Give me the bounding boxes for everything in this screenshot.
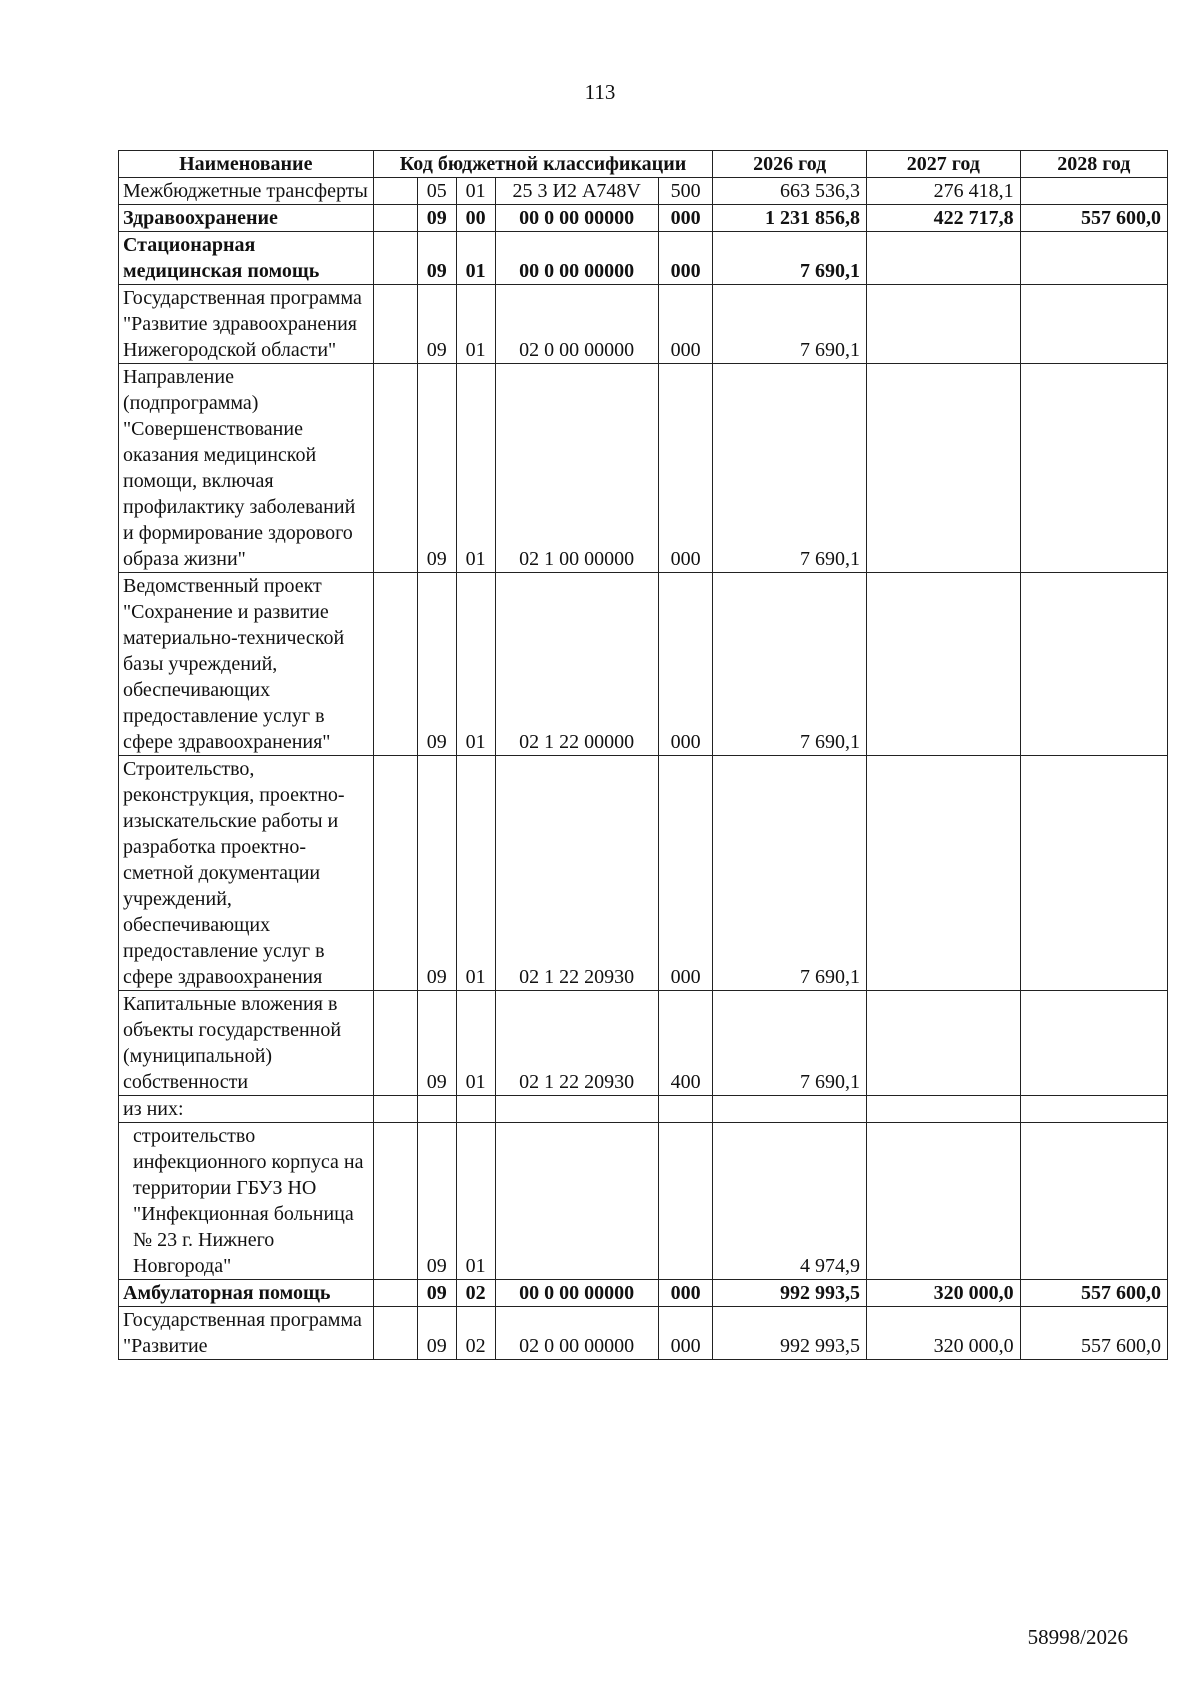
table-body	[119, 178, 1168, 1360]
code-section: 09	[417, 1280, 456, 1307]
value-2028	[1020, 573, 1167, 756]
value-2028	[1020, 364, 1167, 573]
row-name: Государственная программа "Развитие	[119, 1307, 374, 1360]
code-subsection	[456, 1096, 495, 1123]
code-target: 25 3 И2 А748V	[495, 178, 658, 205]
value-2026: 7 690,1	[713, 232, 867, 285]
spacer-cell	[373, 364, 417, 573]
row-name: Стационарная медицинская помощь	[119, 232, 374, 285]
page-number: 113	[584, 80, 616, 104]
value-2027	[867, 573, 1021, 756]
code-expense-type: 000	[658, 232, 713, 285]
spacer-cell	[373, 178, 417, 205]
value-2028	[1020, 178, 1167, 205]
code-subsection: 02	[456, 1280, 495, 1307]
row-name: Здравоохранение	[119, 205, 374, 232]
code-subsection: 01	[456, 573, 495, 756]
code-section: 09	[417, 364, 456, 573]
row-name: Амбулаторная помощь	[119, 1280, 374, 1307]
value-2026: 992 993,5	[713, 1307, 867, 1360]
spacer-cell	[373, 1096, 417, 1123]
table-row	[119, 232, 1168, 285]
spacer-cell	[373, 205, 417, 232]
code-expense-type	[658, 1123, 713, 1280]
table-row	[119, 1307, 1168, 1360]
table-row	[119, 285, 1168, 364]
value-2028: 557 600,0	[1020, 1280, 1167, 1307]
spacer-cell	[373, 1280, 417, 1307]
code-target: 02 1 22 00000	[495, 573, 658, 756]
code-section: 09	[417, 1307, 456, 1360]
code-section: 09	[417, 1123, 456, 1280]
table-row	[119, 573, 1168, 756]
code-section: 09	[417, 232, 456, 285]
code-expense-type: 500	[658, 178, 713, 205]
spacer-cell	[373, 991, 417, 1096]
code-section: 09	[417, 205, 456, 232]
value-2027	[867, 1096, 1021, 1123]
value-2026: 992 993,5	[713, 1280, 867, 1307]
value-2027	[867, 991, 1021, 1096]
row-name: Государственная программа "Развитие здравоохранения Нижегородской области"	[119, 285, 374, 364]
value-2026: 1 231 856,8	[713, 205, 867, 232]
value-2026: 663 536,3	[713, 178, 867, 205]
code-subsection: 02	[456, 1307, 495, 1360]
value-2028	[1020, 1123, 1167, 1280]
row-name: Ведомственный проект "Сохранение и развитие материально-технической базы учреждений, обеспечивающих предоставление услуг в сфере здравоохранения"	[119, 573, 374, 756]
code-target: 02 0 00 00000	[495, 285, 658, 364]
row-name: из них:	[119, 1096, 374, 1123]
table-row	[119, 1123, 1168, 1280]
code-expense-type: 000	[658, 573, 713, 756]
table-row	[119, 364, 1168, 573]
value-2028	[1020, 232, 1167, 285]
spacer-cell	[373, 1307, 417, 1360]
value-2027	[867, 285, 1021, 364]
value-2027	[867, 364, 1021, 573]
table-row	[119, 205, 1168, 232]
code-subsection: 01	[456, 1123, 495, 1280]
code-subsection: 01	[456, 364, 495, 573]
value-2027: 422 717,8	[867, 205, 1021, 232]
value-2028	[1020, 1096, 1167, 1123]
code-section: 09	[417, 991, 456, 1096]
header-2026: 2026 год	[713, 151, 867, 178]
value-2026: 7 690,1	[713, 991, 867, 1096]
code-subsection: 01	[456, 756, 495, 991]
code-subsection: 01	[456, 285, 495, 364]
spacer-cell	[373, 232, 417, 285]
code-subsection: 01	[456, 991, 495, 1096]
code-expense-type: 000	[658, 364, 713, 573]
code-section: 09	[417, 573, 456, 756]
code-section: 05	[417, 178, 456, 205]
value-2028	[1020, 285, 1167, 364]
value-2027	[867, 232, 1021, 285]
spacer-cell	[373, 1123, 417, 1280]
value-2028: 557 600,0	[1020, 1307, 1167, 1360]
code-expense-type: 000	[658, 1280, 713, 1307]
header-name: Наименование	[119, 151, 374, 178]
code-target	[495, 1123, 658, 1280]
table-row	[119, 991, 1168, 1096]
table-header-row	[119, 151, 1168, 178]
value-2027: 276 418,1	[867, 178, 1021, 205]
row-name: Капитальные вложения в объекты государственной (муниципальной) собственности	[119, 991, 374, 1096]
value-2027	[867, 1123, 1021, 1280]
code-expense-type	[658, 1096, 713, 1123]
table-row	[119, 178, 1168, 205]
code-expense-type: 000	[658, 205, 713, 232]
document-number: 58998/2026	[1027, 1625, 1128, 1649]
code-subsection: 00	[456, 205, 495, 232]
header-code: Код бюджетной классификации	[373, 151, 713, 178]
value-2026: 7 690,1	[713, 364, 867, 573]
value-2026: 7 690,1	[713, 285, 867, 364]
code-target: 02 1 00 00000	[495, 364, 658, 573]
code-target: 00 0 00 00000	[495, 1280, 658, 1307]
table-row	[119, 1096, 1168, 1123]
value-2027: 320 000,0	[867, 1280, 1021, 1307]
code-target	[495, 1096, 658, 1123]
spacer-cell	[373, 285, 417, 364]
value-2028: 557 600,0	[1020, 205, 1167, 232]
code-subsection: 01	[456, 178, 495, 205]
code-target: 02 0 00 00000	[495, 1307, 658, 1360]
row-name: Строительство, реконструкция, проектно-изыскательские работы и разработка проектно-сметной документации учреждений, обеспечивающих предоставление услуг в сфере здравоохранения	[119, 756, 374, 991]
row-name: строительство инфекционного корпуса на территории ГБУЗ НО "Инфекционная больница № 23 г. Нижнего Новгорода"	[119, 1123, 374, 1280]
code-target: 00 0 00 00000	[495, 205, 658, 232]
code-expense-type: 000	[658, 285, 713, 364]
header-2027: 2027 год	[867, 151, 1021, 178]
code-expense-type: 400	[658, 991, 713, 1096]
code-target: 00 0 00 00000	[495, 232, 658, 285]
header-2028: 2028 год	[1020, 151, 1167, 178]
budget-table	[118, 150, 1168, 1360]
code-section: 09	[417, 285, 456, 364]
code-target: 02 1 22 20930	[495, 756, 658, 991]
code-target: 02 1 22 20930	[495, 991, 658, 1096]
code-expense-type: 000	[658, 756, 713, 991]
value-2028	[1020, 991, 1167, 1096]
code-section	[417, 1096, 456, 1123]
table-row	[119, 756, 1168, 991]
table-row	[119, 1280, 1168, 1307]
value-2026: 4 974,9	[713, 1123, 867, 1280]
row-name: Направление (подпрограмма) "Совершенствование оказания медицинской помощи, включая профилактику заболеваний и формирование здорового образа жизни"	[119, 364, 374, 573]
code-section: 09	[417, 756, 456, 991]
spacer-cell	[373, 756, 417, 991]
value-2027	[867, 756, 1021, 991]
value-2027: 320 000,0	[867, 1307, 1021, 1360]
value-2026: 7 690,1	[713, 573, 867, 756]
row-name: Межбюджетные трансферты	[119, 178, 374, 205]
spacer-cell	[373, 573, 417, 756]
code-subsection: 01	[456, 232, 495, 285]
code-expense-type: 000	[658, 1307, 713, 1360]
value-2028	[1020, 756, 1167, 991]
value-2026	[713, 1096, 867, 1123]
value-2026: 7 690,1	[713, 756, 867, 991]
